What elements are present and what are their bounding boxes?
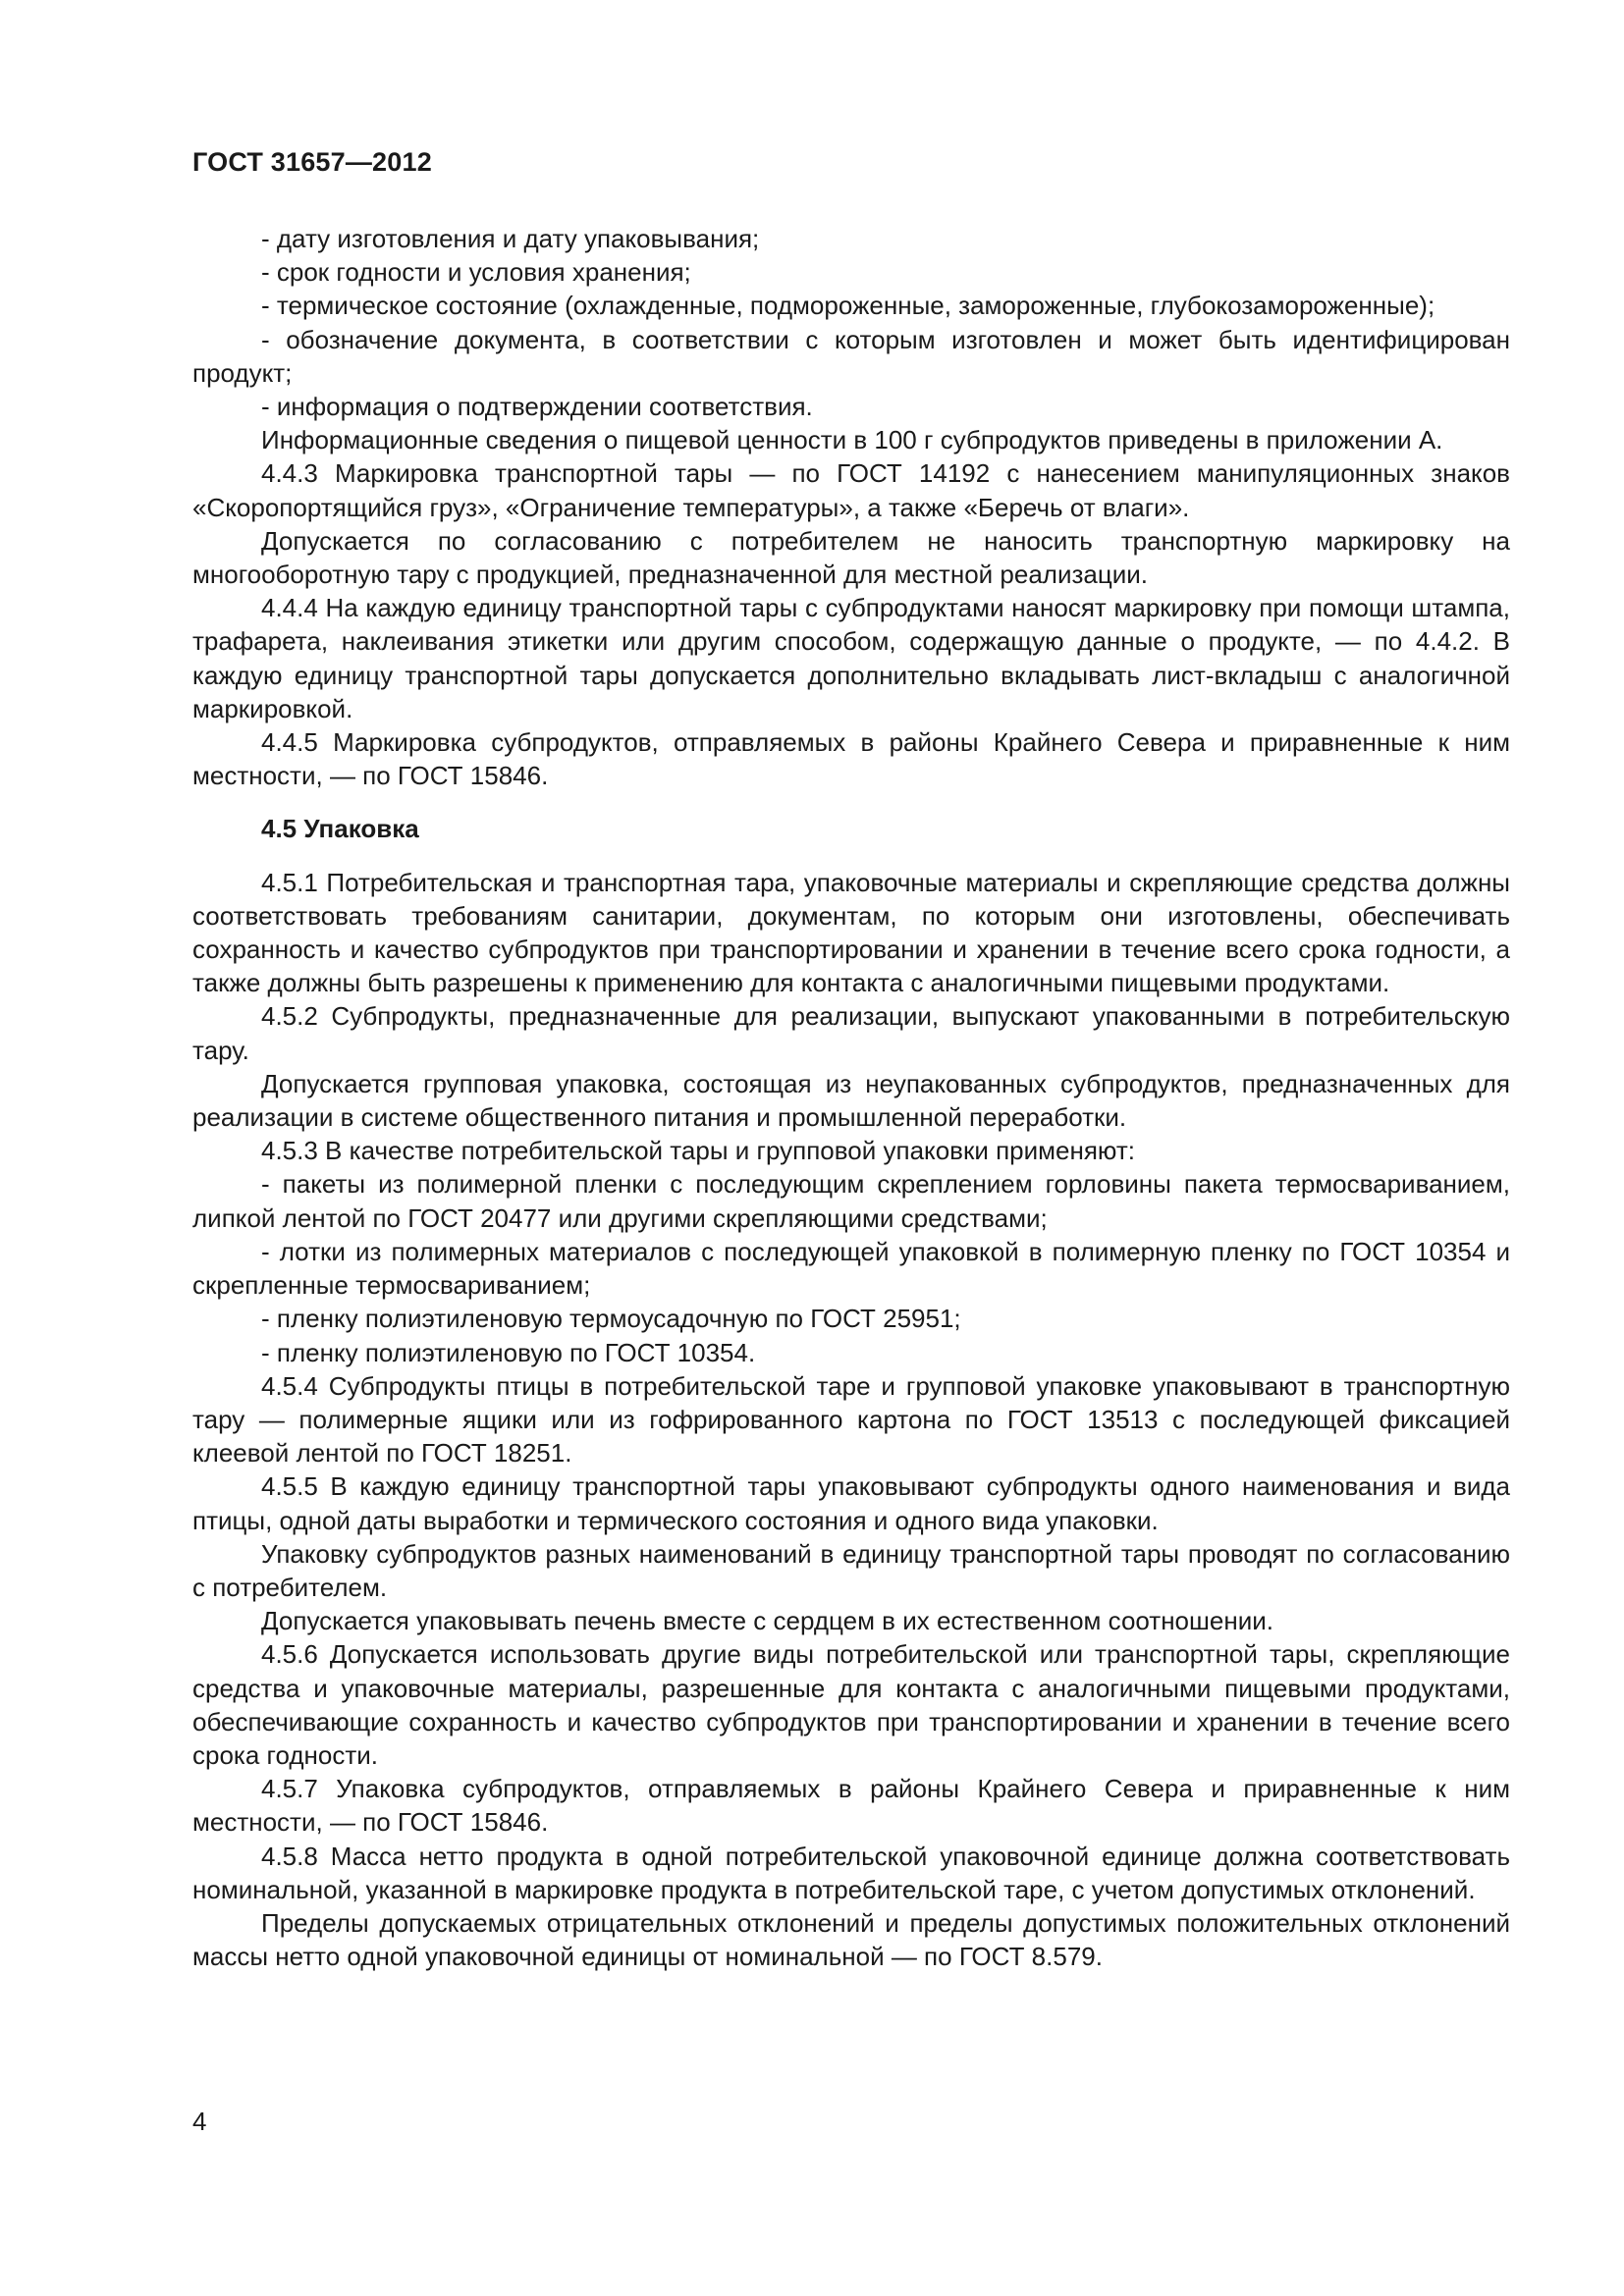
- paragraph: 4.5.6 Допускается использовать другие виды потребительской или транспортной тары, скрепляющие средства и упаковочные материалы, разрешенные для контакта с аналогичными пищевыми продуктами, обеспечивающие сохранность и качество субпродуктов при транспортировании и хранении в течение всего срока годности.: [192, 1639, 1510, 1770]
- paragraph: Упаковку субпродуктов разных наименований в единицу транспортной тары проводят по согласованию с потребителем.: [192, 1538, 1510, 1602]
- paragraph: 4.5.2 Субпродукты, предназначенные для реализации, выпускают упакованными в потребительскую тару.: [192, 1001, 1510, 1065]
- paragraph: 4.5.4 Субпродукты птицы в потребительской таре и групповой упаковке упаковывают в транспортную тару — полимерные ящики или из гофрированного картона по ГОСТ 13513 с последующей фиксацией клеевой лентой по ГОСТ 18251.: [192, 1370, 1510, 1468]
- paragraph: 4.5.3 В качестве потребительской тары и групповой упаковки применяют:: [261, 1136, 1135, 1166]
- paragraph: 4.4.3 Маркировка транспортной тары — по ГОСТ 14192 с нанесением манипуляционных знаков «Скоропортящийся груз», «Ограничение температуры», а также «Беречь от влаги».: [192, 458, 1510, 522]
- paragraph: Допускается упаковывать печень вместе с сердцем в их естественном соотношении.: [261, 1606, 1273, 1636]
- paragraph: 4.5.1 Потребительская и транспортная тара, упаковочные материалы и скрепляющие средства должны соответствовать требованиям санитарии, документам, по которым они изготовлены, обеспечивать сохранность и качество субпродуктов при транспортировании и хранении в течение всего срока годности, а также должны быть разрешены к применению для контакта с аналогичными пищевыми продуктами.: [192, 867, 1510, 998]
- paragraph: - обозначение документа, в соответствии с которым изготовлен и может быть идентифицирован продукт;: [192, 324, 1510, 388]
- paragraph: Допускается групповая упаковка, состоящая из неупакованных субпродуктов, предназначенных для реализации в системе общественного питания и промышленной переработки.: [192, 1068, 1510, 1133]
- paragraph: - пакеты из полимерной пленки с последующим скреплением горловины пакета термосвариванием, липкой лентой по ГОСТ 20477 или другими скрепляющими средствами;: [192, 1169, 1510, 1233]
- paragraph: 4.4.4 На каждую единицу транспортной тары с субпродуктами наносят маркировку при помощи штампа, трафарета, наклеивания этикетки или другим способом, содержащую данные о продукте, — по 4.4.2. В каждую единицу транспортной тары допускается дополнительно вкладывать лист-вкладыш с аналогичной маркировкой.: [192, 593, 1510, 723]
- paragraph: - дату изготовления и дату упаковывания;: [261, 224, 760, 253]
- document-header: ГОСТ 31657—2012: [192, 147, 432, 177]
- paragraph: 4.4.5 Маркировка субпродуктов, отправляемых в районы Крайнего Севера и приравненные к ним местности, — по ГОСТ 15846.: [192, 727, 1510, 791]
- paragraph: - срок годности и условия хранения;: [261, 257, 691, 288]
- paragraph: - пленку полиэтиленовую термоусадочную по ГОСТ 25951;: [261, 1304, 961, 1334]
- paragraph: Пределы допускаемых отрицательных отклонений и пределы допустимых положительных отклонений массы нетто одной упаковочной единицы от номинальной — по ГОСТ 8.579.: [192, 1907, 1510, 1972]
- document-body: [192, 222, 1510, 1973]
- paragraph: - лотки из полимерных материалов с последующей упаковкой в полимерную пленку по ГОСТ 10354 и скрепленные термосвариванием;: [192, 1236, 1510, 1301]
- paragraph: - пленку полиэтиленовую по ГОСТ 10354.: [261, 1337, 756, 1367]
- paragraph: - термическое состояние (охлажденные, подмороженные, замороженные, глубокозамороженные);: [261, 291, 1435, 321]
- section-heading: 4.5 Упаковка: [261, 814, 419, 844]
- paragraph: 4.5.8 Масса нетто продукта в одной потребительской упаковочной единице должна соответствовать номинальной, указанной в маркировке продукта в потребительской таре, с учетом допустимых отклонений.: [192, 1841, 1510, 1904]
- paragraph: 4.5.7 Упаковка субпродуктов, отправляемых в районы Крайнего Севера и приравненные к ним местности, — по ГОСТ 15846.: [192, 1774, 1510, 1838]
- paragraph: 4.5.5 В каждую единицу транспортной тары упаковывают субпродукты одного наименования и вида птицы, одной даты выработки и термического состояния и одного вида упаковки.: [192, 1471, 1510, 1535]
- paragraph: Информационные сведения о пищевой ценности в 100 г субпродуктов приведены в приложении А.: [261, 425, 1443, 455]
- page-number: 4: [192, 2107, 207, 2136]
- paragraph: Допускается по согласованию с потребителем не наносить транспортную маркировку на многооборотную тару с продукцией, предназначенной для местной реализации.: [192, 525, 1510, 590]
- paragraph: - информация о подтверждении соответствия.: [261, 392, 813, 422]
